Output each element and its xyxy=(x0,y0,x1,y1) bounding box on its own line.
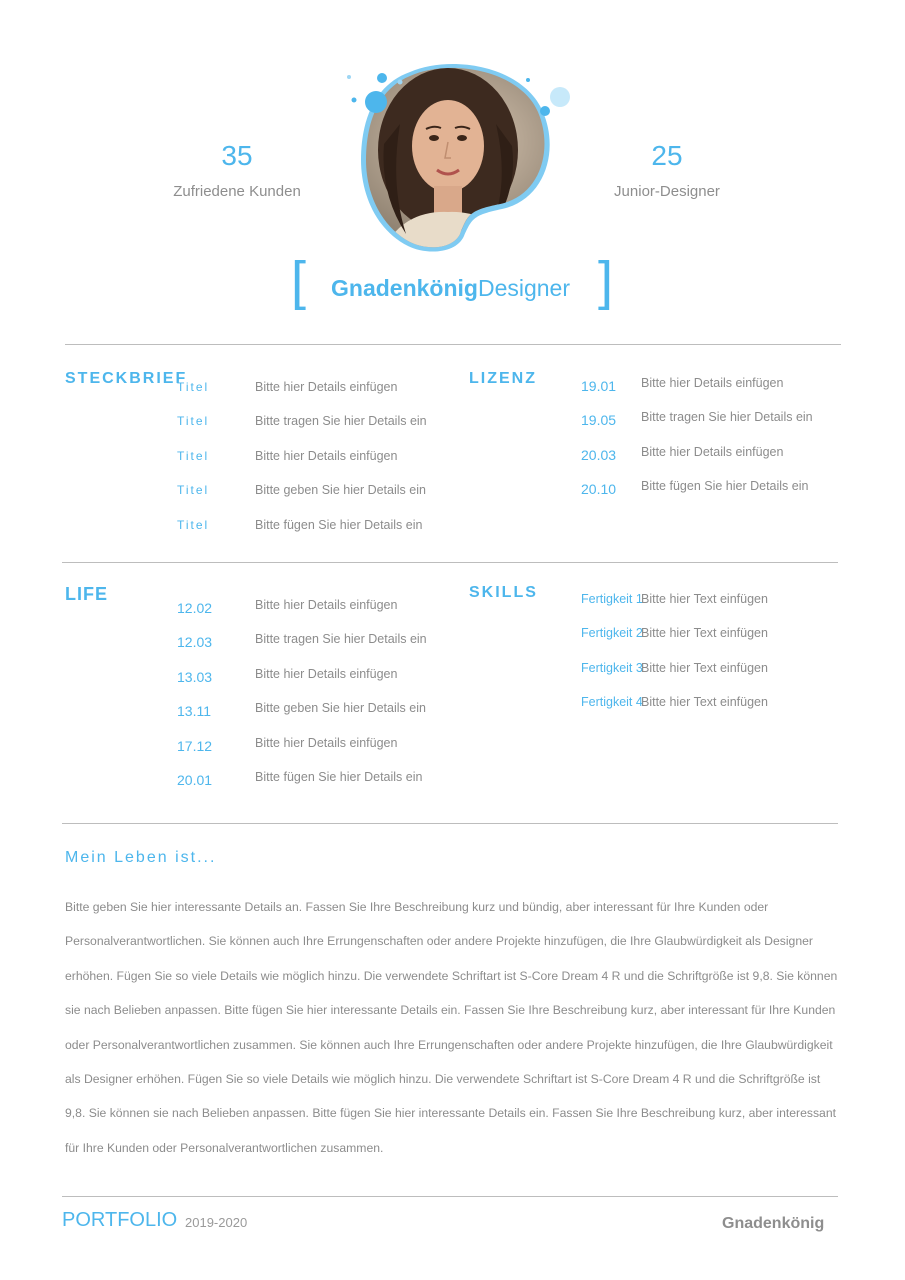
bracket-close: ] xyxy=(598,251,614,311)
about-title: Mein Leben ist... xyxy=(65,849,217,866)
brand-title-light: Designer xyxy=(477,275,570,301)
bubble-decoration xyxy=(365,91,387,113)
stat-left-value: 35 xyxy=(221,140,253,171)
bubble-decoration xyxy=(352,98,357,103)
divider xyxy=(62,823,838,824)
bubble-decoration xyxy=(377,73,387,83)
stat-left-label: Zufriedene Kunden xyxy=(173,183,301,200)
life-title: LIFE xyxy=(65,584,108,604)
profile-photo xyxy=(340,64,580,256)
divider xyxy=(62,562,838,563)
brand-title xyxy=(331,275,570,302)
bubble-decoration xyxy=(347,75,351,79)
bubble-decoration xyxy=(526,78,530,82)
divider xyxy=(62,1196,838,1197)
bracket-open: [ xyxy=(291,251,307,311)
stat-right-value: 25 xyxy=(651,140,683,171)
steckbrief-title: STECKBRIEF xyxy=(65,370,188,387)
brand-title-bold: Gnadenkönig xyxy=(331,275,478,301)
lizenz-title: LIZENZ xyxy=(469,370,537,387)
divider xyxy=(65,344,841,345)
footer-brand: Gnadenkönig xyxy=(722,1215,825,1232)
stat-right-label: Junior-Designer xyxy=(614,183,720,200)
bubble-decoration xyxy=(550,87,570,107)
bubble-decoration xyxy=(540,106,550,116)
bubble-decoration xyxy=(398,80,403,85)
footer-year: 2019-2020 xyxy=(185,1215,248,1230)
skills-title: SKILLS xyxy=(469,584,538,601)
about-body: Bitte geben Sie hier interessante Details an. Fassen Sie Ihre Beschreibung kurz und bündig, aber interessant für Ihre Kunden oder Personalverantwortlichen. Sie können auch Ihre Errungenschaften oder andere Projekte hinzufügen, die Ihre Glaubwürdigkeit als Designer erhöhen. Fügen Sie so viele Details wie möglich hinzu. Die verwendete Schriftart ist S-Core Dream 4 R und die Schriftgröße ist 9,8. Sie können sie nach Belieben anpassen. Bitte fügen Sie hier interessante Details ein. Fassen Sie Ihre Beschreibung kurz, aber interessant für Ihre Kunden oder Personalverantwortlichen zusammen. Sie können auch Ihre Errungenschaften oder andere Projekte hinzufügen, die Ihre Glaubwürdigkeit als Designer erhöhen. Fügen Sie so viele Details wie möglich hinzu. Die verwendete Schriftart ist S-Core Dream 4 R und die Schriftgröße ist 9,8. Sie können sie nach Belieben anpassen. Bitte fügen Sie hier interessante Details ein. Fassen Sie Ihre Beschreibung kurz, aber interessant für Ihre Kunden oder Personalverantwortlichen zusammen. xyxy=(65,900,838,1155)
footer-title: PORTFOLIO xyxy=(62,1209,178,1231)
